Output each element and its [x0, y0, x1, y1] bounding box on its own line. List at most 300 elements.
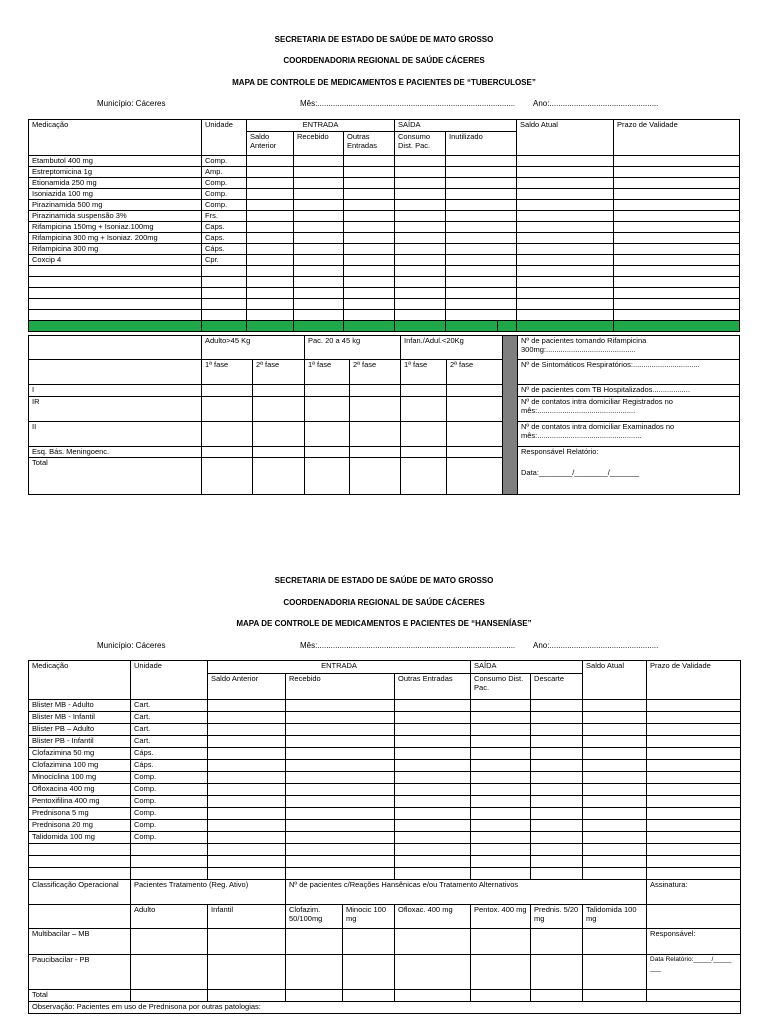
tb-med-row [29, 211, 740, 222]
tb-cell-input[interactable] [344, 266, 395, 277]
han-cell-input[interactable] [531, 736, 583, 748]
han-cell-input[interactable] [471, 856, 531, 868]
han-cell-input[interactable] [583, 736, 647, 748]
tb-med-row [29, 288, 740, 299]
han-cell-input[interactable] [208, 820, 286, 832]
tb-cell-input[interactable] [614, 222, 740, 233]
tb-cell-input[interactable] [395, 233, 446, 244]
han-cell-input[interactable] [286, 736, 395, 748]
han-med-row [29, 868, 741, 880]
tb-cell-input[interactable] [247, 244, 294, 255]
han-cell-input[interactable] [208, 724, 286, 736]
han-cell-input[interactable] [531, 700, 583, 712]
tb-fase-label: 1ª fase [202, 360, 253, 385]
han-cell-input[interactable] [208, 868, 286, 880]
han-cell-input[interactable] [531, 868, 583, 880]
tb-sub-inutilizado: Inutilizado [446, 132, 517, 156]
tb-med-row [29, 266, 740, 277]
han-cell-input[interactable] [647, 736, 741, 748]
han-cell-input[interactable] [208, 772, 286, 784]
tb-cell-input[interactable] [294, 288, 344, 299]
tb-cell-input[interactable] [517, 156, 614, 167]
han-cell-input[interactable] [647, 832, 741, 844]
han-cell-input[interactable] [395, 772, 471, 784]
tb-cell-input[interactable] [247, 288, 294, 299]
han-cell-input[interactable] [208, 808, 286, 820]
han-cell-input[interactable] [531, 748, 583, 760]
tb-cell-input[interactable] [446, 233, 517, 244]
tb-data-field[interactable]: Data:________/________/_______ [521, 468, 640, 477]
han-cell-input[interactable] [531, 772, 583, 784]
tb-med-unit: Comp. [202, 156, 247, 167]
tb-cell-input[interactable] [446, 288, 517, 299]
tb-cell-input[interactable] [247, 310, 294, 321]
tb-cell-input[interactable] [614, 299, 740, 310]
tb-cell-input[interactable] [517, 200, 614, 211]
tb-group-infan: Infan./Adul.<20Kg [401, 336, 503, 360]
tb-cell-input[interactable] [344, 244, 395, 255]
tb-cell-input[interactable] [395, 178, 446, 189]
tb-cell-input[interactable] [202, 266, 247, 277]
tb-cell-input[interactable] [294, 266, 344, 277]
tb-cell-input[interactable] [517, 189, 614, 200]
tb-cell-input[interactable] [517, 222, 614, 233]
han-mes-field[interactable]: Mês:......................................................................................... [300, 641, 516, 650]
tb-cell-input[interactable] [517, 288, 614, 299]
tb-cell-input[interactable] [294, 244, 344, 255]
han-cell-input[interactable] [647, 772, 741, 784]
tb-cell-input[interactable] [294, 200, 344, 211]
han-cell-input[interactable] [647, 796, 741, 808]
han-cell-input[interactable] [647, 712, 741, 724]
han-cell-input[interactable] [583, 796, 647, 808]
han-cell-input[interactable] [471, 796, 531, 808]
han-cell-input[interactable] [471, 724, 531, 736]
han-cell-input[interactable] [208, 748, 286, 760]
han-cell-input[interactable] [647, 700, 741, 712]
han-cell-input[interactable] [471, 820, 531, 832]
tb-cell-input[interactable] [517, 167, 614, 178]
tb-cell-input[interactable] [344, 200, 395, 211]
han-cell-input[interactable] [395, 832, 471, 844]
tb-cell-input[interactable] [395, 310, 446, 321]
han-cell-input[interactable] [208, 760, 286, 772]
han-cell-input[interactable] [395, 736, 471, 748]
tb-cell-input[interactable] [446, 277, 517, 288]
han-cell-input[interactable] [286, 868, 395, 880]
tb-cell-input[interactable] [517, 266, 614, 277]
tb-header-secretaria: SECRETARIA DE ESTADO DE SAÚDE DE MATO GROSSO [274, 35, 494, 44]
tb-cell-input[interactable] [29, 266, 202, 277]
han-cell-input[interactable] [471, 748, 531, 760]
tb-cell-input[interactable] [247, 200, 294, 211]
tb-cell-input[interactable] [395, 299, 446, 310]
han-cell-input[interactable] [647, 724, 741, 736]
han-med-unit: Cart. [131, 712, 208, 724]
tb-cell-input[interactable] [294, 222, 344, 233]
han-cell-input[interactable] [286, 724, 395, 736]
tb-cell-input[interactable] [29, 310, 202, 321]
tb-cell-input[interactable] [614, 211, 740, 222]
tb-med-name: Rifampicina 300 mg [29, 244, 202, 255]
han-sub-recebido: Recebido [286, 674, 395, 700]
han-sub-consumo: Consumo Dist. Pac. [471, 674, 531, 700]
tb-cell-input[interactable] [344, 277, 395, 288]
tb-cell-input[interactable] [395, 167, 446, 178]
tb-cell-input[interactable] [395, 200, 446, 211]
han-cell-input[interactable] [471, 700, 531, 712]
han-cell-input[interactable] [208, 844, 286, 856]
han-cell-input[interactable] [583, 832, 647, 844]
tb-cell-input[interactable] [614, 255, 740, 266]
han-adulto: Adulto [131, 905, 208, 929]
han-cell-input[interactable] [395, 700, 471, 712]
han-med-name: Prednisona 5 mg [29, 808, 131, 820]
han-cell-input[interactable] [286, 820, 395, 832]
han-cell-input[interactable] [286, 856, 395, 868]
tb-contatos-examinados[interactable]: Nº de contatos intra domiciliar Examinados no mês:.................................................. [518, 422, 740, 447]
han-col-medicacao: Medicação [29, 661, 131, 700]
tb-cell-input[interactable] [614, 189, 740, 200]
han-cell-input[interactable] [647, 784, 741, 796]
tb-cell-input[interactable] [395, 244, 446, 255]
han-cell-input[interactable] [208, 856, 286, 868]
han-assinatura[interactable]: Assinatura: [647, 880, 741, 905]
han-cell-input[interactable] [286, 748, 395, 760]
han-cell-input[interactable] [583, 772, 647, 784]
tb-cell-input[interactable] [294, 178, 344, 189]
tb-cell-input[interactable] [614, 167, 740, 178]
tb-header-title: MAPA DE CONTROLE DE MEDICAMENTOS E PACIENTES DE “TUBERCULOSE” [232, 78, 536, 87]
tb-cell-input[interactable] [247, 167, 294, 178]
tb-med-unit: Caps. [202, 222, 247, 233]
tb-cell-input[interactable] [614, 233, 740, 244]
tb-cell-input[interactable] [446, 178, 517, 189]
han-cell-input[interactable] [531, 724, 583, 736]
han-cell-input[interactable] [531, 712, 583, 724]
han-infantil: Infantil [208, 905, 286, 929]
tb-med-row [29, 178, 740, 189]
han-cell-input[interactable] [647, 856, 741, 868]
han-cell-input[interactable] [583, 712, 647, 724]
han-cell-input[interactable] [395, 796, 471, 808]
tb-ano-field[interactable]: Ano:................................................. [533, 99, 659, 108]
han-cell-input[interactable] [29, 856, 131, 868]
tb-cell-input[interactable] [517, 178, 614, 189]
tb-cell-input[interactable] [247, 266, 294, 277]
han-cell-input[interactable] [471, 712, 531, 724]
tb-cell-input[interactable] [247, 233, 294, 244]
han-cell-input[interactable] [286, 700, 395, 712]
tb-sintomaticos-count[interactable]: Nº de Sintomáticos Respiratórios:................................ [518, 360, 740, 385]
tb-cell-input[interactable] [395, 156, 446, 167]
han-col-saldo-atual: Saldo Atual [583, 661, 647, 700]
han-cell-input[interactable] [471, 760, 531, 772]
han-cell-input[interactable] [131, 844, 208, 856]
han-cell-input[interactable] [286, 772, 395, 784]
tb-med-name: Estreptomicina 1g [29, 167, 202, 178]
han-cell-input[interactable] [531, 856, 583, 868]
han-med-row [29, 820, 741, 832]
han-med-unit: Comp. [131, 832, 208, 844]
tb-cell-input[interactable] [294, 299, 344, 310]
han-cell-input[interactable] [29, 868, 131, 880]
tb-cell-input[interactable] [446, 200, 517, 211]
tb-med-row [29, 310, 740, 321]
tb-cell-input[interactable] [446, 189, 517, 200]
han-cell-input[interactable] [471, 832, 531, 844]
han-cell-input[interactable] [471, 772, 531, 784]
tb-row-label-ii: II [29, 422, 202, 447]
tb-sub-saldo-anterior: Saldo Anterior [247, 132, 294, 156]
tb-mes-field[interactable]: Mês:......................................................................................... [300, 99, 516, 108]
tb-cell-input[interactable] [446, 167, 517, 178]
tb-med-unit: Comp. [202, 189, 247, 200]
tb-cell-input[interactable] [294, 156, 344, 167]
tb-cell-input[interactable] [202, 299, 247, 310]
tb-cell-input[interactable] [247, 277, 294, 288]
han-cell-input[interactable] [471, 868, 531, 880]
han-cell-input[interactable] [395, 784, 471, 796]
tb-cell-input[interactable] [517, 244, 614, 255]
han-cell-input[interactable] [583, 784, 647, 796]
tb-cell-input[interactable] [614, 310, 740, 321]
tb-cell-input[interactable] [517, 211, 614, 222]
tb-cell-input[interactable] [446, 255, 517, 266]
tb-cell-input[interactable] [344, 299, 395, 310]
tb-responsavel-block[interactable] [518, 447, 740, 495]
han-cell-input[interactable] [471, 736, 531, 748]
han-cell-input[interactable] [286, 796, 395, 808]
tb-cell-input[interactable] [446, 156, 517, 167]
han-cell-input[interactable] [208, 832, 286, 844]
tb-cell-input[interactable] [344, 233, 395, 244]
tb-cell-input[interactable] [294, 211, 344, 222]
han-med-unit: Comp. [131, 772, 208, 784]
tb-cell-input[interactable] [294, 189, 344, 200]
tb-cell-input[interactable] [294, 310, 344, 321]
tb-cell-input[interactable] [294, 167, 344, 178]
tb-col-prazo: Prazo de Validade [614, 120, 740, 156]
han-total: Total [29, 990, 131, 1002]
tb-cell-input[interactable] [614, 266, 740, 277]
tb-cell-input[interactable] [446, 211, 517, 222]
tb-cell-input[interactable] [614, 244, 740, 255]
tb-row-label-esq: Esq. Bás. Meningoenc. [29, 447, 202, 458]
han-cell-input[interactable] [286, 784, 395, 796]
tb-cell-input[interactable] [446, 222, 517, 233]
tb-cell-input[interactable] [344, 222, 395, 233]
han-header-secretaria: SECRETARIA DE ESTADO DE SAÚDE DE MATO GROSSO [274, 576, 494, 585]
tb-rifampicina-count[interactable]: Nº de pacientes tomando Rifampicina 300mg:........................................... [518, 336, 740, 360]
tb-cell-input[interactable] [614, 178, 740, 189]
han-cell-input[interactable] [131, 868, 208, 880]
han-cell-input[interactable] [471, 784, 531, 796]
tb-cell-input[interactable] [517, 277, 614, 288]
tb-med-name: Pirazinamida 500 mg [29, 200, 202, 211]
tb-contatos-registrados[interactable]: Nº de contatos intra domiciliar Registrados no mês:............................................... [518, 397, 740, 422]
han-cell-input[interactable] [286, 760, 395, 772]
tb-cell-input[interactable] [344, 189, 395, 200]
han-cell-input[interactable] [583, 844, 647, 856]
tb-cell-input[interactable] [247, 299, 294, 310]
han-paucibacilar: Paucibacilar - PB [29, 955, 131, 990]
han-responsavel[interactable]: Responsável: [647, 929, 741, 955]
han-cell-input[interactable] [583, 760, 647, 772]
tb-cell-input[interactable] [395, 255, 446, 266]
han-cell-input[interactable] [395, 724, 471, 736]
tb-cell-input[interactable] [344, 156, 395, 167]
han-cell-input[interactable] [531, 820, 583, 832]
han-cell-input[interactable] [395, 856, 471, 868]
han-cell-input[interactable] [647, 844, 741, 856]
tb-cell-input[interactable] [395, 189, 446, 200]
han-cell-input[interactable] [583, 748, 647, 760]
tb-cell-input[interactable] [344, 178, 395, 189]
tb-med-row [29, 156, 740, 167]
han-med-row [29, 700, 741, 712]
han-cell-input[interactable] [531, 784, 583, 796]
han-cell-input[interactable] [131, 856, 208, 868]
tb-cell-input[interactable] [294, 233, 344, 244]
han-cell-input[interactable] [647, 760, 741, 772]
tb-cell-input[interactable] [247, 255, 294, 266]
tb-fase-label: 2ª fase [350, 360, 401, 385]
han-cell-input[interactable] [286, 712, 395, 724]
tb-cell-input[interactable] [247, 222, 294, 233]
han-cell-input[interactable] [531, 760, 583, 772]
tb-cell-input[interactable] [247, 178, 294, 189]
tb-cell-input[interactable] [614, 277, 740, 288]
han-med-row [29, 748, 741, 760]
tb-cell-input[interactable] [446, 244, 517, 255]
tb-cell-input[interactable] [294, 255, 344, 266]
tb-cell-input[interactable] [395, 277, 446, 288]
han-med-name: Clofazimina 100 mg [29, 760, 131, 772]
han-cell-input[interactable] [583, 820, 647, 832]
tb-cell-input[interactable] [614, 200, 740, 211]
han-cell-input[interactable] [647, 808, 741, 820]
tb-cell-input[interactable] [614, 156, 740, 167]
han-pentox: Pentox. 400 mg [471, 905, 531, 929]
han-cell-input[interactable] [208, 736, 286, 748]
tb-fase-label: 1ª fase [305, 360, 350, 385]
tb-cell-input[interactable] [395, 222, 446, 233]
han-cell-input[interactable] [395, 868, 471, 880]
han-med-name: Ofloxacina 400 mg [29, 784, 131, 796]
han-cell-input[interactable] [395, 820, 471, 832]
han-ano-field[interactable]: Ano:................................................. [533, 641, 659, 650]
tb-cell-input[interactable] [344, 167, 395, 178]
tb-cell-input[interactable] [202, 310, 247, 321]
han-cell-input[interactable] [531, 844, 583, 856]
tb-cell-input[interactable] [446, 266, 517, 277]
han-data-relatorio[interactable]: Data Relatório:_____/_____ ___ [647, 955, 741, 990]
tb-cell-input[interactable] [202, 277, 247, 288]
han-clofazim: Clofazim. 50/100mg [286, 905, 343, 929]
han-med-unit: Comp. [131, 784, 208, 796]
tb-med-name: Etionamida 250 mg [29, 178, 202, 189]
han-cell-input[interactable] [531, 796, 583, 808]
tb-cell-input[interactable] [294, 277, 344, 288]
tb-med-row [29, 299, 740, 310]
tb-cell-input[interactable] [517, 310, 614, 321]
han-sub-saldo-anterior: Saldo Anterior [208, 674, 286, 700]
han-cell-input[interactable] [208, 796, 286, 808]
han-cell-input[interactable] [531, 808, 583, 820]
han-cell-input[interactable] [29, 844, 131, 856]
tb-cell-input[interactable] [247, 189, 294, 200]
tb-col-saida: SAÍDA [395, 120, 517, 132]
han-cell-input[interactable] [471, 844, 531, 856]
han-col-entrada: ENTRADA [208, 661, 471, 674]
tb-cell-input[interactable] [517, 233, 614, 244]
tb-cell-input[interactable] [202, 288, 247, 299]
han-cell-input[interactable] [395, 712, 471, 724]
han-cell-input[interactable] [471, 808, 531, 820]
tb-cell-input[interactable] [517, 299, 614, 310]
han-cell-input[interactable] [647, 748, 741, 760]
han-observacao[interactable]: Observação: Pacientes em uso de Prednisona por outras patologias: [29, 1002, 741, 1014]
han-cell-input[interactable] [395, 844, 471, 856]
han-med-row [29, 760, 741, 772]
han-cell-input[interactable] [647, 820, 741, 832]
han-cell-input[interactable] [208, 712, 286, 724]
han-cell-input[interactable] [208, 784, 286, 796]
tb-med-row [29, 244, 740, 255]
han-cell-input[interactable] [208, 700, 286, 712]
tb-cell-input[interactable] [395, 266, 446, 277]
tb-cell-input[interactable] [517, 255, 614, 266]
han-sub-outras-entradas: Outras Entradas [395, 674, 471, 700]
han-cell-input[interactable] [583, 700, 647, 712]
tb-gray-separator [503, 336, 518, 495]
han-med-unit: Cáps. [131, 748, 208, 760]
tb-cell-input[interactable] [29, 288, 202, 299]
tb-cell-input[interactable] [446, 310, 517, 321]
tb-cell-input[interactable] [344, 310, 395, 321]
han-med-name: Blister MB - Infantil [29, 712, 131, 724]
han-cell-input[interactable] [395, 808, 471, 820]
han-cell-input[interactable] [286, 808, 395, 820]
tb-cell-input[interactable] [395, 288, 446, 299]
tb-header-coordenadoria: COORDENADORIA REGIONAL DE SAÚDE CÁCERES [283, 56, 485, 65]
tb-cell-input[interactable] [614, 288, 740, 299]
han-cell-input[interactable] [647, 868, 741, 880]
han-cell-input[interactable] [286, 844, 395, 856]
tb-cell-input[interactable] [29, 299, 202, 310]
tb-cell-input[interactable] [247, 211, 294, 222]
han-cell-input[interactable] [583, 808, 647, 820]
tb-hospitalizados-count[interactable]: Nº de pacientes com TB Hospitalizados.................. [518, 385, 740, 397]
han-reacoes: Nº de pacientes c/Reações Hansênicas e/ou Tratamento Alternativos [286, 880, 647, 905]
tb-cell-input[interactable] [344, 255, 395, 266]
han-cell-input[interactable] [583, 724, 647, 736]
tb-cell-input[interactable] [29, 277, 202, 288]
han-cell-input[interactable] [583, 856, 647, 868]
han-cell-input[interactable] [395, 760, 471, 772]
han-cell-input[interactable] [531, 832, 583, 844]
tb-cell-input[interactable] [247, 156, 294, 167]
han-cell-input[interactable] [395, 748, 471, 760]
tb-cell-input[interactable] [446, 299, 517, 310]
han-cell-input[interactable] [583, 868, 647, 880]
tb-cell-input[interactable] [344, 288, 395, 299]
tb-cell-input[interactable] [344, 211, 395, 222]
han-med-name: Pentoxifilina 400 mg [29, 796, 131, 808]
han-cell-input[interactable] [286, 832, 395, 844]
tb-cell-input[interactable] [395, 211, 446, 222]
